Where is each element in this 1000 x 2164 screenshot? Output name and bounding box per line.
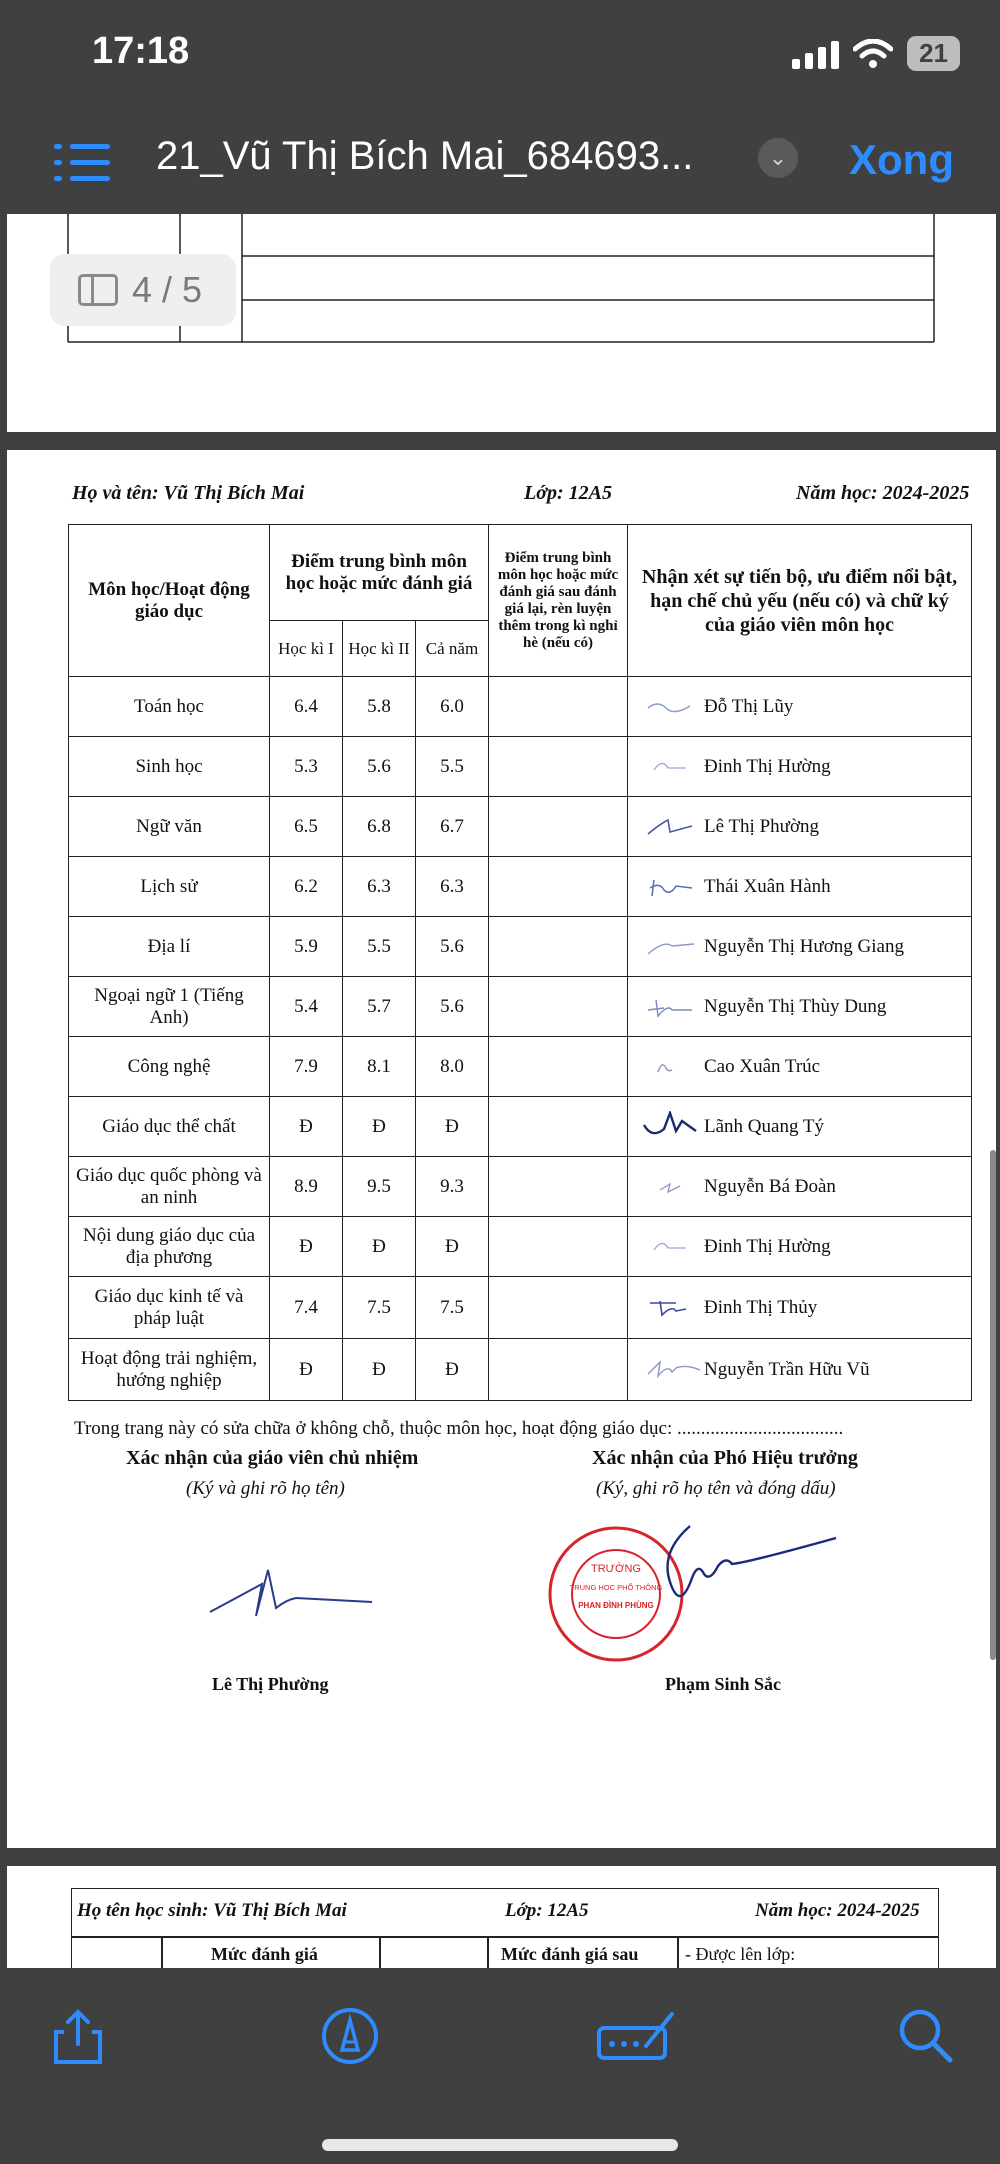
homeroom-teacher-name: Lê Thị Phường xyxy=(212,1674,329,1694)
year-cell: 6.7 xyxy=(416,797,489,857)
teacher-signature xyxy=(646,936,696,958)
next-student-name: Họ tên học sinh: Vũ Thị Bích Mai xyxy=(77,1900,347,1921)
subject-cell: Toán học xyxy=(69,677,270,737)
next-school-year: Năm học: 2024-2025 xyxy=(755,1900,920,1921)
chevron-down-icon[interactable]: ⌄ xyxy=(758,138,798,178)
teacher-signature xyxy=(646,1176,696,1198)
homeroom-teacher-subtitle: (Ký và ghi rõ họ tên) xyxy=(186,1478,345,1499)
reassess-cell xyxy=(489,1277,628,1339)
scrollbar[interactable] xyxy=(990,1150,996,1660)
teacher-name: Đinh Thị Hường xyxy=(704,755,831,777)
teacher-signature xyxy=(646,1236,696,1258)
battery-indicator: 21 xyxy=(907,36,960,71)
subject-cell: Sinh học xyxy=(69,737,270,797)
stamp-line-1: TRƯỜNG xyxy=(591,1563,641,1575)
teacher-signature xyxy=(646,756,696,778)
year-cell: 9.3 xyxy=(416,1157,489,1217)
table-row xyxy=(69,917,972,977)
table-row xyxy=(69,857,972,917)
page-indicator-label: 4 / 5 xyxy=(132,269,203,310)
vice-principal-signature xyxy=(640,1522,840,1632)
teacher-signature xyxy=(642,1111,698,1143)
year-cell: 5.6 xyxy=(416,917,489,977)
teacher-cell xyxy=(628,677,972,737)
reassess-cell xyxy=(489,677,628,737)
teacher-signature xyxy=(646,1056,696,1078)
year-cell: 6.0 xyxy=(416,677,489,737)
term1-cell: 6.5 xyxy=(270,797,343,857)
term2-cell: 5.8 xyxy=(343,677,416,737)
share-icon[interactable] xyxy=(48,2006,108,2066)
wifi-icon xyxy=(853,39,893,69)
term1-cell: Đ xyxy=(270,1097,343,1157)
teacher-cell xyxy=(628,1277,972,1339)
table-row xyxy=(69,1339,972,1401)
vice-principal-subtitle: (Ký, ghi rõ họ tên và đóng dấu) xyxy=(596,1478,836,1499)
subject-cell: Ngoại ngữ 1 (Tiếng Anh) xyxy=(69,977,270,1037)
teacher-name: Cao Xuân Trúc xyxy=(704,1055,821,1077)
next-col-assessment: Mức đánh giá xyxy=(211,1944,318,1964)
header-comment: Nhận xét sự tiến bộ, ưu điểm nổi bật, hạn chế chủ yếu (nếu có) và chữ ký của giáo viên môn học xyxy=(628,525,972,677)
term2-cell: 9.5 xyxy=(343,1157,416,1217)
term1-cell: 6.2 xyxy=(270,857,343,917)
subject-cell: Ngữ văn xyxy=(69,797,270,857)
teacher-name: Lê Thị Phường xyxy=(704,815,819,837)
teacher-name: Lãnh Quang Tý xyxy=(704,1115,824,1137)
nav-bar xyxy=(0,110,1000,214)
next-page xyxy=(7,1866,996,1968)
table-row xyxy=(69,1037,972,1097)
reassess-cell xyxy=(489,1037,628,1097)
year-cell: Đ xyxy=(416,1217,489,1277)
term1-cell: 5.4 xyxy=(270,977,343,1037)
reassess-cell xyxy=(489,1157,628,1217)
header-subject: Môn học/Hoạt động giáo dục xyxy=(69,525,270,677)
table-row xyxy=(69,677,972,737)
teacher-cell xyxy=(628,1217,972,1277)
teacher-cell xyxy=(628,1037,972,1097)
reassess-cell xyxy=(489,917,628,977)
term2-cell: Đ xyxy=(343,1339,416,1401)
correction-note: Trong trang này có sửa chữa ở không chỗ, thuộc môn học, hoạt động giáo dục: ................................... xyxy=(74,1418,844,1439)
status-time: 17:18 xyxy=(92,30,190,72)
year-cell: 8.0 xyxy=(416,1037,489,1097)
teacher-cell xyxy=(628,1157,972,1217)
header-term-2: Học kì II xyxy=(343,621,416,677)
teacher-signature xyxy=(646,1297,696,1319)
teacher-name: Nguyễn Trần Hữu Vũ xyxy=(704,1358,870,1380)
teacher-cell xyxy=(628,1097,972,1157)
term2-cell: 5.6 xyxy=(343,737,416,797)
term1-cell: 6.4 xyxy=(270,677,343,737)
next-student-class: Lớp: 12A5 xyxy=(505,1900,589,1921)
grades-table xyxy=(68,524,972,1401)
teacher-cell xyxy=(628,917,972,977)
page-thumbnail-icon xyxy=(78,274,118,306)
teacher-signature xyxy=(646,1358,702,1382)
term1-cell: 8.9 xyxy=(270,1157,343,1217)
year-cell: Đ xyxy=(416,1097,489,1157)
header-reassessment: Điểm trung bình môn học hoặc mức đánh giá sau đánh giá lại, rèn luyện thêm trong kì nghỉ hè (nếu có) xyxy=(489,525,628,677)
vice-principal-title: Xác nhận của Phó Hiệu trưởng xyxy=(592,1447,858,1469)
reassess-cell xyxy=(489,857,628,917)
student-class: Lớp: 12A5 xyxy=(524,482,612,504)
teacher-name: Đinh Thị Hường xyxy=(704,1235,831,1257)
teacher-name: Nguyễn Bá Đoàn xyxy=(704,1175,836,1197)
header-average: Điểm trung bình môn học hoặc mức đánh giá xyxy=(270,525,489,621)
subject-cell: Lịch sử xyxy=(69,857,270,917)
teacher-cell xyxy=(628,797,972,857)
homeroom-teacher-signature xyxy=(206,1560,376,1630)
term2-cell: 8.1 xyxy=(343,1037,416,1097)
teacher-cell xyxy=(628,977,972,1037)
reassess-cell xyxy=(489,1097,628,1157)
teacher-signature xyxy=(646,816,696,838)
status-icons xyxy=(792,36,960,71)
stamp-line-2: TRUNG HỌC PHỔ THÔNG xyxy=(569,1583,663,1592)
term1-cell: Đ xyxy=(270,1339,343,1401)
subject-cell: Công nghệ xyxy=(69,1037,270,1097)
teacher-name: Đinh Thị Thủy xyxy=(704,1296,818,1318)
table-row xyxy=(69,737,972,797)
teacher-cell xyxy=(628,857,972,917)
page-indicator xyxy=(50,254,236,326)
teacher-cell xyxy=(628,737,972,797)
list-icon[interactable] xyxy=(54,140,110,184)
search-icon[interactable] xyxy=(896,2006,956,2066)
next-col-assessment-after: Mức đánh giá sau xyxy=(501,1944,639,1964)
markup-icon[interactable] xyxy=(320,2006,380,2066)
term2-cell: 5.5 xyxy=(343,917,416,977)
reassess-cell xyxy=(489,977,628,1037)
status-bar xyxy=(0,0,1000,110)
subject-cell: Hoạt động trải nghiệm, hướng nghiệp xyxy=(69,1339,270,1401)
teacher-signature xyxy=(646,696,696,718)
term1-cell: 5.9 xyxy=(270,917,343,977)
teacher-name: Đỗ Thị Lũy xyxy=(704,695,794,717)
home-indicator[interactable] xyxy=(322,2139,678,2151)
reassess-cell xyxy=(489,1217,628,1277)
term2-cell: 5.7 xyxy=(343,977,416,1037)
subject-cell: Giáo dục thể chất xyxy=(69,1097,270,1157)
teacher-signature xyxy=(646,996,696,1018)
stamp-line-3: PHAN ĐÌNH PHÙNG xyxy=(578,1601,654,1610)
year-cell: 5.6 xyxy=(416,977,489,1037)
year-cell: 6.3 xyxy=(416,857,489,917)
table-row xyxy=(69,1277,972,1339)
term2-cell: Đ xyxy=(343,1217,416,1277)
reassess-cell xyxy=(489,1339,628,1401)
vice-principal-name: Phạm Sinh Sắc xyxy=(665,1674,782,1694)
header-full-year: Cả năm xyxy=(416,621,489,677)
homeroom-teacher-title: Xác nhận của giáo viên chủ nhiệm xyxy=(126,1447,419,1469)
document-title[interactable]: 21_Vũ Thị Bích Mai_684693... xyxy=(156,134,694,178)
term1-cell: 7.9 xyxy=(270,1037,343,1097)
year-cell: 7.5 xyxy=(416,1277,489,1339)
term2-cell: 6.8 xyxy=(343,797,416,857)
year-cell: Đ xyxy=(416,1339,489,1401)
term2-cell: 6.3 xyxy=(343,857,416,917)
teacher-name: Nguyễn Thị Hương Giang xyxy=(704,935,904,957)
teacher-name: Nguyễn Thị Thùy Dung xyxy=(704,995,887,1017)
table-row xyxy=(69,1097,972,1157)
term1-cell: 5.3 xyxy=(270,737,343,797)
term1-cell: 7.4 xyxy=(270,1277,343,1339)
reassess-cell xyxy=(489,797,628,857)
teacher-name: Thái Xuân Hành xyxy=(704,875,831,897)
next-header-row xyxy=(71,1938,939,1968)
next-col-promotion: - Được lên lớp: xyxy=(685,1944,796,1964)
bottom-toolbar xyxy=(0,1968,1000,2164)
teacher-cell xyxy=(628,1339,972,1401)
subject-cell: Giáo dục kinh tế và pháp luật xyxy=(69,1277,270,1339)
cellular-signal-icon xyxy=(792,39,839,69)
table-row xyxy=(69,1157,972,1217)
school-year: Năm học: 2024-2025 xyxy=(796,482,970,504)
subject-cell: Nội dung giáo dục của địa phương xyxy=(69,1217,270,1277)
done-button[interactable]: Xong xyxy=(849,136,954,183)
subject-cell: Giáo dục quốc phòng và an ninh xyxy=(69,1157,270,1217)
table-row xyxy=(69,977,972,1037)
table-row xyxy=(69,797,972,857)
teacher-signature xyxy=(646,876,696,898)
term2-cell: 7.5 xyxy=(343,1277,416,1339)
student-name: Họ và tên: Vũ Thị Bích Mai xyxy=(72,482,305,504)
term1-cell: Đ xyxy=(270,1217,343,1277)
term2-cell: Đ xyxy=(343,1097,416,1157)
header-term-1: Học kì I xyxy=(270,621,343,677)
year-cell: 5.5 xyxy=(416,737,489,797)
signature-icon[interactable] xyxy=(596,2006,676,2066)
subject-cell: Địa lí xyxy=(69,917,270,977)
table-row xyxy=(69,1217,972,1277)
reassess-cell xyxy=(489,737,628,797)
